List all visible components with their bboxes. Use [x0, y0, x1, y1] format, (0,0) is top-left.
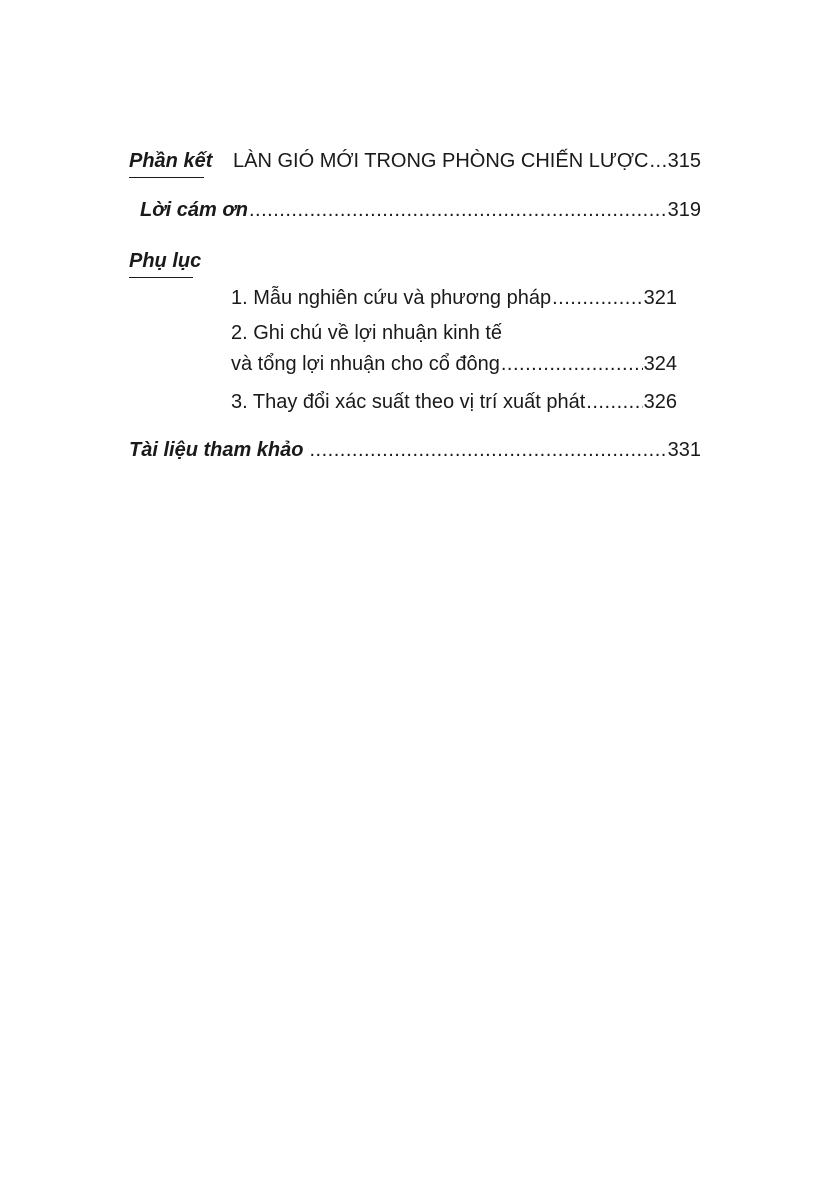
section-label-phan-ket: Phần kết: [129, 148, 204, 178]
section-label-phu-luc: Phụ lục: [129, 248, 193, 278]
toc-entry-tai-lieu: [129, 437, 701, 463]
section-label-loi-cam-on: Lời cám ơn: [140, 199, 248, 221]
section-title-phan-ket: LÀN GIÓ MỚI TRONG PHÒNG CHIẾN LƯỢC: [233, 150, 649, 172]
toc-subentry-2-line2: [231, 351, 677, 377]
section-label-tai-lieu: Tài liệu tham khảo: [129, 439, 304, 461]
toc-subentry-3: [231, 389, 677, 415]
subentry-page-3: 326: [643, 391, 677, 413]
page-number-phan-ket: 315: [667, 150, 701, 172]
subentry-page-1: 321: [643, 287, 677, 309]
subentry-title-1: 1. Mẫu nghiên cứu và phương pháp: [231, 287, 552, 309]
subentry-title-3: 3. Thay đổi xác suất theo vị trí xuất phát: [231, 391, 586, 413]
toc-entry-loi-cam-on: [140, 197, 701, 223]
dot-leader: [650, 148, 667, 174]
dot-leader: [309, 437, 666, 463]
toc-entry-phan-ket: [129, 148, 701, 178]
toc-subentry-1: [231, 285, 677, 311]
dot-leader: [552, 285, 643, 311]
subentry-title-2-line2: và tổng lợi nhuận cho cổ đông: [231, 353, 500, 375]
page-number-loi-cam-on: 319: [667, 199, 701, 221]
dot-leader: [501, 351, 643, 377]
subentry-title-2-line1: 2. Ghi chú về lợi nhuận kinh tế: [231, 322, 503, 344]
page-number-tai-lieu: 331: [667, 439, 701, 461]
dot-leader: [586, 389, 642, 415]
toc-entry-phu-luc: [129, 248, 329, 278]
dot-leader: [249, 197, 667, 223]
toc-subentry-2-line1: [231, 320, 677, 346]
subentry-page-2: 324: [643, 353, 677, 375]
